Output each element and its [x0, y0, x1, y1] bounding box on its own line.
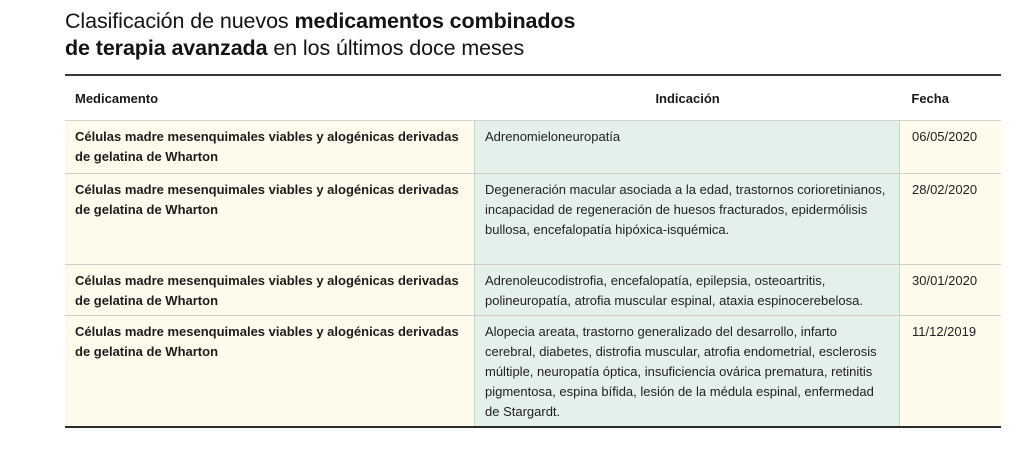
header-fecha: Fecha — [911, 90, 949, 106]
header-medicamento: Medicamento — [75, 90, 159, 106]
cell-indicacion: Adrenomieloneuropatía — [474, 121, 900, 173]
cell-medicamento: Células madre mesenquimales viables y alogénicas derivadas de gelatina de Wharton — [65, 265, 474, 315]
cell-medicamento: Células madre mesenquimales viables y alogénicas derivadas de gelatina de Wharton — [65, 121, 474, 173]
header-indicacion: Indicación — [655, 90, 720, 106]
cell-indicacion: Alopecia areata, trastorno generalizado del desarrollo, infarto cerebral, diabetes, distrofia muscular, atrofia endometrial, esclerosis múltiple, neuropatía óptica, insuficiencia ovárica prematura, retinitis pigmentosa, espina bífida, lesión de la médula espinal, enfermedad de Stargardt. — [474, 316, 900, 426]
table-row — [65, 316, 1001, 426]
cell-fecha: 11/12/2019 — [900, 316, 1001, 426]
cell-fecha: 06/05/2020 — [900, 121, 1001, 173]
cell-indicacion: Adrenoleucodistrofia, encefalopatía, epilepsia, osteoartritis, polineuropatía, atrofia muscular espinal, ataxia espinocerebelosa. — [474, 265, 900, 315]
title-part-1: Clasificación de nuevos — [65, 9, 295, 33]
title-part-2: medicamentos combinados — [294, 9, 576, 33]
table-row — [65, 265, 1001, 316]
table-row — [65, 174, 1001, 265]
cell-medicamento: Células madre mesenquimales viables y alogénicas derivadas de gelatina de Wharton — [65, 174, 474, 264]
cell-fecha: 28/02/2020 — [900, 174, 1001, 264]
cell-medicamento: Células madre mesenquimales viables y alogénicas derivadas de gelatina de Wharton — [65, 316, 474, 426]
cell-indicacion: Degeneración macular asociada a la edad, trastornos corioretinianos, incapacidad de regeneración de huesos fracturados, epidermólisis bullosa, encefalopatía hipóxica-isquémica. — [474, 174, 900, 264]
table-row — [65, 121, 1001, 174]
page-title — [65, 8, 965, 62]
table-header — [65, 76, 1001, 121]
title-part-4: en los últimos doce meses — [267, 36, 525, 60]
medications-table — [65, 74, 1001, 428]
cell-fecha: 30/01/2020 — [900, 265, 1001, 315]
title-part-3: de terapia avanzada — [65, 36, 268, 60]
